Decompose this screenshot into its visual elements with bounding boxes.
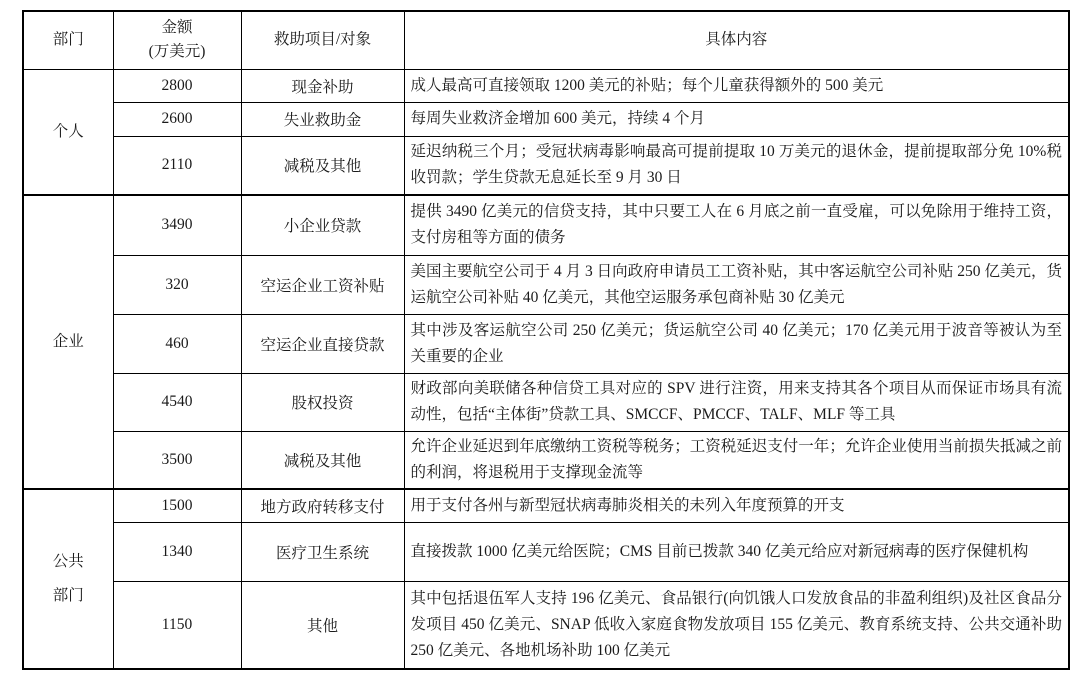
table-row	[23, 195, 1069, 255]
amount-cell: 3490	[113, 195, 241, 255]
table-body	[23, 69, 1069, 669]
project-cell: 医疗卫生系统	[241, 522, 404, 581]
header-amount-line1: 金额	[161, 19, 193, 37]
detail-cell: 成人最高可直接领取 1200 美元的补贴；每个儿童获得额外的 500 美元	[404, 69, 1069, 102]
section-label-public-sector	[23, 489, 113, 669]
table-row	[23, 431, 1069, 489]
detail-cell: 每周失业救济金增加 600 美元，持续 4 个月	[404, 102, 1069, 136]
table-row	[23, 69, 1069, 102]
table-header	[23, 11, 1069, 69]
project-cell: 其他	[241, 581, 404, 669]
table-row	[23, 489, 1069, 522]
project-cell: 小企业贷款	[241, 195, 404, 255]
section-label-individual	[23, 69, 113, 195]
header-detail: 具体内容	[404, 11, 1069, 69]
detail-cell: 其中涉及客运航空公司 250 亿美元；货运航空公司 40 亿美元；170 亿美元用于波音等被认为至关重要的企业	[404, 314, 1069, 373]
project-cell: 股权投资	[241, 373, 404, 431]
header-amount-line2: (万美元)	[148, 43, 206, 61]
section-label-text: 公共	[52, 553, 84, 570]
detail-cell: 延迟纳税三个月；受冠状病毒影响最高可提前提取 10 万美元的退休金，提前提取部分免 10%税收罚款；学生贷款无息延长至 9 月 30 日	[404, 136, 1069, 195]
amount-cell: 4540	[113, 373, 241, 431]
amount-cell: 2600	[113, 102, 241, 136]
header-row	[23, 11, 1069, 69]
table-row	[23, 522, 1069, 581]
project-cell: 空运企业工资补贴	[241, 255, 404, 314]
detail-cell: 提供 3490 亿美元的信贷支持，其中只要工人在 6 月底之前一直受雇，可以免除用于维持工资，支付房租等方面的债务	[404, 195, 1069, 255]
amount-cell: 1500	[113, 489, 241, 522]
header-department: 部门	[23, 11, 113, 69]
amount-cell: 2800	[113, 69, 241, 102]
project-cell: 空运企业直接贷款	[241, 314, 404, 373]
section-label-text: 部门	[52, 587, 84, 604]
amount-cell: 3500	[113, 431, 241, 489]
amount-cell: 1340	[113, 522, 241, 581]
section-label-enterprise	[23, 195, 113, 489]
table-row	[23, 136, 1069, 195]
table-row	[23, 373, 1069, 431]
detail-cell: 直接拨款 1000 亿美元给医院；CMS 目前已拨款 340 亿美元给应对新冠病毒的医疗保健机构	[404, 522, 1069, 581]
detail-cell: 允许企业延迟到年底缴纳工资税等税务；工资税延迟支付一年；允许企业使用当前损失抵减之前的利润，将退税用于支撑现金流等	[404, 431, 1069, 489]
project-cell: 失业救助金	[241, 102, 404, 136]
table-row	[23, 581, 1069, 669]
table-row	[23, 102, 1069, 136]
table-row	[23, 314, 1069, 373]
amount-cell: 460	[113, 314, 241, 373]
amount-cell: 320	[113, 255, 241, 314]
section-label-text: 企业	[52, 333, 84, 350]
header-project: 救助项目/对象	[241, 11, 404, 69]
project-cell: 减税及其他	[241, 136, 404, 195]
detail-cell: 其中包括退伍军人支持 196 亿美元、食品银行(向饥饿人口发放食品的非盈利组织)及社区食品分发项目 450 亿美元、SNAP 低收入家庭食物发放项目 155 亿美元、教育系统支持、公共交通补助 250 亿美元、各地机场补助 100 亿美元	[404, 581, 1069, 669]
header-amount	[113, 11, 241, 69]
table-row	[23, 255, 1069, 314]
project-cell: 现金补助	[241, 69, 404, 102]
project-cell: 减税及其他	[241, 431, 404, 489]
relief-funding-table	[22, 10, 1070, 670]
detail-cell: 美国主要航空公司于 4 月 3 日向政府申请员工工资补贴，其中客运航空公司补贴 250 亿美元，货运航空公司补贴 40 亿美元，其他空运服务承包商补贴 30 亿美元	[404, 255, 1069, 314]
detail-cell: 财政部向美联储各种信贷工具对应的 SPV 进行注资，用来支持其各个项目从而保证市场具有流动性，包括“主体街”贷款工具、SMCCF、PMCCF、TALF、MLF 等工具	[404, 373, 1069, 431]
amount-cell: 2110	[113, 136, 241, 195]
detail-cell: 用于支付各州与新型冠状病毒肺炎相关的未列入年度预算的开支	[404, 489, 1069, 522]
project-cell: 地方政府转移支付	[241, 489, 404, 522]
section-label-text: 个人	[52, 122, 84, 140]
amount-cell: 1150	[113, 581, 241, 669]
